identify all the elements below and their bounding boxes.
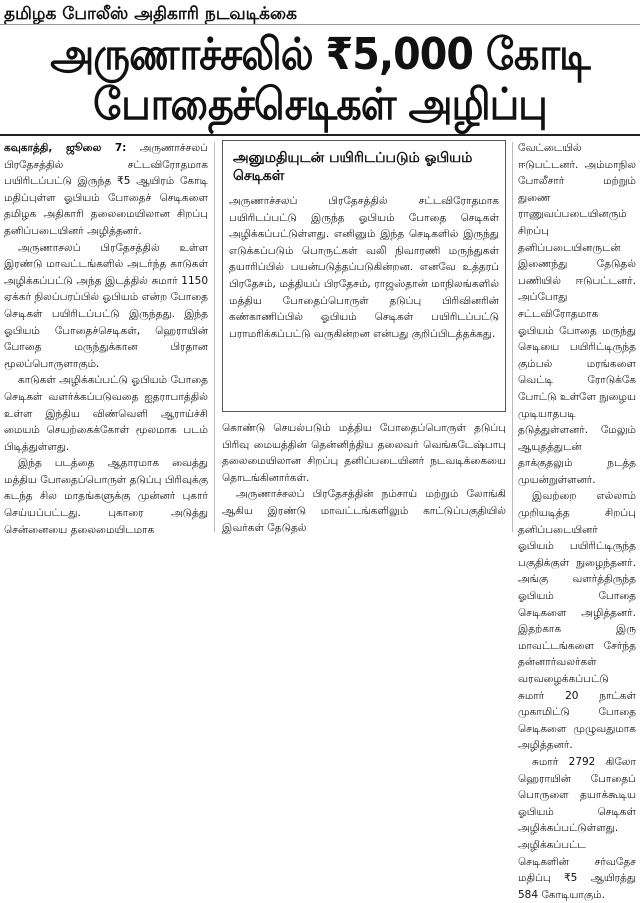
headline-line-2: போதைச்செடிகள் அழிப்பு <box>93 79 547 130</box>
sidebar-paragraph: அருணாச்சலப் பிரதேசத்தில் சட்டவிரோதமாக பயிரிடப்பட்டு இருந்த ஓபியம் போதை செடிகள் அழிக்கப்பட்டுள்ளது. எனினும் இந்த செடிகளில் இருந்து எடுக்கப்படும் பொருட்கள் வலி நிவாரணி மருந்துகள் தயாரிப்பில் பயன்படுத்தப்படுகின்றன. எனவே உத்தரப் பிரதேசம், மத்தியப் பிரதேசம், ராஜஸ்தான் மாநிலங்களில் மத்திய போதைப்பொருள் தடுப்பு பிரிவினரின் கண்காணிப்பில் ஓபியம் செடிகள் பயிரிடப்பட்டு பராமரிக்கப்பட்டு வருகின்றன என்பது குறிப்பிடத்தக்கது. <box>229 195 499 340</box>
kicker-heading: தமிழக போலீஸ் அதிகாரி நடவடிக்கை <box>4 4 297 24</box>
article-paragraph: கொண்டு செயல்படும் மத்திய போதைப்பொருள் தடுப்பு பிரிவு மையத்தின் தென்னிந்திய தலைவர் வெங்கடேஷ்பாபு தலைமையிலான சிறப்பு தனிப்படையினர் நடவடிக்கையை தொடங்கினார்கள். <box>222 422 506 484</box>
lead-text: அருணாச்சலப் பிரதேசத்தில் சட்டவிரோதமாக பயிரிடப்பட்டு இருந்த ₹5 ஆயிரம் கோடி மதிப்புள்ள ஓபியம் போதைச் செடிகளை தமிழக அதிகாரி தலைமையிலான சிறப்பு தனிப்படையினர் அழித்தனர். <box>4 142 208 237</box>
article-column-1 <box>4 140 208 538</box>
column-divider <box>214 142 215 532</box>
headline-rule <box>0 134 640 136</box>
article-paragraph: அருணாச்சலப் பிரதேசத்தின் நம்சாய் மற்றும் லோங்கி ஆகிய இரண்டு மாவட்டங்களிலும் காட்டுப்பகுதியில் இவர்கள் தேடுதல் <box>222 488 506 534</box>
column-divider <box>512 142 513 532</box>
article-paragraph: சுமார் 2792 கிலோ ஹெராயின் போதைப் பொருளை தயாக்கூடிய ஓபியம் செடிகள் அழிக்கப்பட்டுள்ளது. அழிக்கப்பட்ட செடிகளின் சர்வதேச மதிப்பு ₹5 ஆயிரத்து 584 கோடியாகும். <box>518 755 636 901</box>
article-paragraph: இவற்றை எல்லாம் முறியடித்த சிறப்பு தனிப்படையினர் ஓபியம் பயிரிட்டிருந்த பகுதிக்குள் நுழைந்தனர். அங்கு வளர்த்திருந்த ஓபியம் போதை செடிகளை அழித்தனர். இதற்காக இரு மாவட்டங்களை சேர்ந்த தன்னார்வலர்கள் வரவழைக்கப்பட்டு சுமார் 20 நாட்கள் முகாமிட்டு போதை செடிகளை முழுவதுமாக அழித்தனர். <box>518 490 636 752</box>
article-paragraph: காடுகள் அழிக்கப்பட்டு ஓபியம் போதை செடிகள் வளர்க்கப்படுவதை ஐதராபாத்தில் உள்ள இந்திய விண்வெளி ஆராய்ச்சி மையம் செயற்கைக்கோள் மூலமாக படம் பிடித்துள்ளது. <box>4 374 208 453</box>
sidebar-box-body <box>229 193 499 342</box>
kicker-divider <box>0 24 640 25</box>
article-paragraph: வேட்டையில் ஈடுபட்டனர். அம்மாநில போலீசார் மற்றும் துணை ராணுவப்படையினரும் சிறப்பு தனிப்படையினருடன் இணைந்து தேடுதல் பணியில் ஈடுபட்டனர். அப்போது சட்டவிரோதமாக ஓபியம் போதை மருந்து செடியை பயிரிட்டிருந்த கும்பல் மரங்களை வெட்டி ரோடுக்கே போட்டு உள்ளே நுழைய முடியாதபடி தடுத்துள்ளனர். மேலும் ஆயுதத்துடன் தாக்குதலும் நடத்த முயன்றுள்ளனர். <box>518 142 636 486</box>
dateline: கவுகாத்தி, ஜூலை 7: <box>4 142 127 154</box>
article-column-2 <box>222 420 506 536</box>
sidebar-box-title: அனுமதியுடன் பயிரிடப்படும் ஓபியம் செடிகள் <box>233 150 473 184</box>
article-paragraph <box>4 140 208 240</box>
article-paragraph: அருணாசலப் பிரதேசத்தில் உள்ள இரண்டு மாவட்டங்களில் அடர்ந்த காடுகள் அழிக்கப்பட்டு அந்த இடத்தில் சுமார் 1150 ஏக்கர் நிலப்பரப்பில் ஓபியம் என்ற போதை செடிகள் பயிரிடப்பட்டு இருந்தது. இந்த ஓபியம் போதைச்செடிகள், ஹெராயின் போதை மருந்துக்கான பிரதான மூலப்பொருளாகும். <box>4 241 208 370</box>
article-column-3 <box>518 140 636 903</box>
sidebar-box <box>222 140 506 412</box>
article-paragraph: இந்த படத்தை ஆதாரமாக வைத்து மத்திய போதைப்பொருள் தடுப்பு பிரிவுக்கு கடந்த சில மாதங்களுக்கு முன்னர் புகார் செய்யப்பட்டது. புகாரை அடுத்து சென்னையை தலைமையிடமாக <box>4 457 208 536</box>
headline-line-1: அருணாச்சலில் ₹5,000 கோடி <box>50 29 590 80</box>
